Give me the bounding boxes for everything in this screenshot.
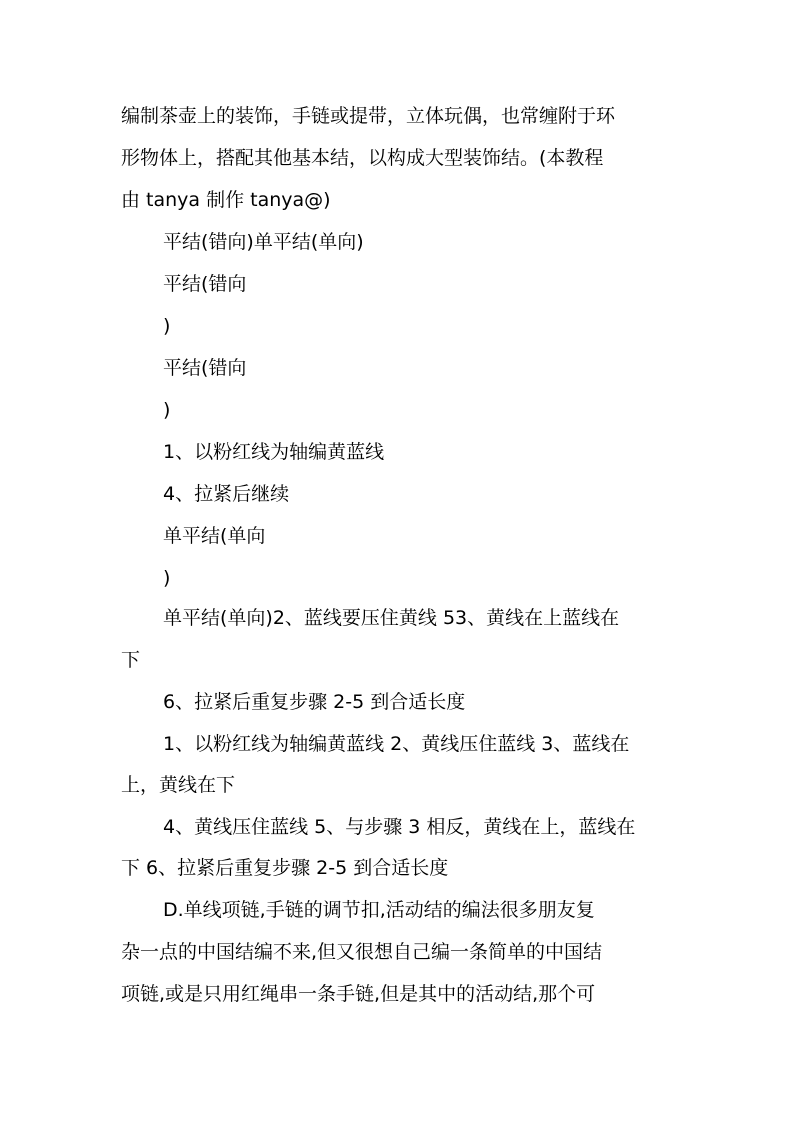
paragraph-line: 6、拉紧后重复步骤 2-5 到合适长度: [163, 691, 466, 713]
paragraph-line: 编制茶壶上的装饰，手链或提带，立体玩偶，也常缠附于环: [121, 105, 616, 127]
paragraph-line: 平结(错向: [163, 273, 247, 295]
paragraph-line: ): [163, 315, 171, 337]
paragraph-line: 下: [121, 649, 141, 671]
paragraph-line: 平结(错向: [163, 357, 247, 379]
paragraph-line: 由 tanya 制作 tanya@): [121, 189, 331, 211]
paragraph-line: 单平结(单向)2、蓝线要压住黄线 53、黄线在上蓝线在: [163, 607, 620, 629]
paragraph-line: 4、黄线压住蓝线 5、与步骤 3 相反，黄线在上，蓝线在: [163, 816, 636, 838]
paragraph-line: 下 6、拉紧后重复步骤 2-5 到合适长度: [121, 857, 449, 879]
paragraph-line: 4、拉紧后继续: [163, 483, 290, 505]
paragraph-line: 形物体上，搭配其他基本结，以构成大型装饰结。(本教程: [121, 147, 604, 169]
paragraph-line: 项链,或是只用红绳串一条手链,但是其中的活动结,那个可: [121, 983, 596, 1005]
paragraph-line: 1、以粉红线为轴编黄蓝线: [163, 441, 385, 463]
paragraph-line: 上，黄线在下: [121, 774, 236, 796]
paragraph-line: D.单线项链,手链的调节扣,活动结的编法很多朋友复: [163, 899, 595, 921]
paragraph-line: 1、以粉红线为轴编黄蓝线 2、黄线压住蓝线 3、蓝线在: [163, 733, 630, 755]
paragraph-line: 平结(错向)单平结(单向): [163, 231, 364, 253]
paragraph-line: 单平结(单向: [163, 525, 266, 547]
paragraph-line: 杂一点的中国结编不来,但又很想自己编一条简单的中国结: [121, 941, 603, 963]
paragraph-line: ): [163, 399, 171, 421]
paragraph-line: ): [163, 567, 171, 589]
